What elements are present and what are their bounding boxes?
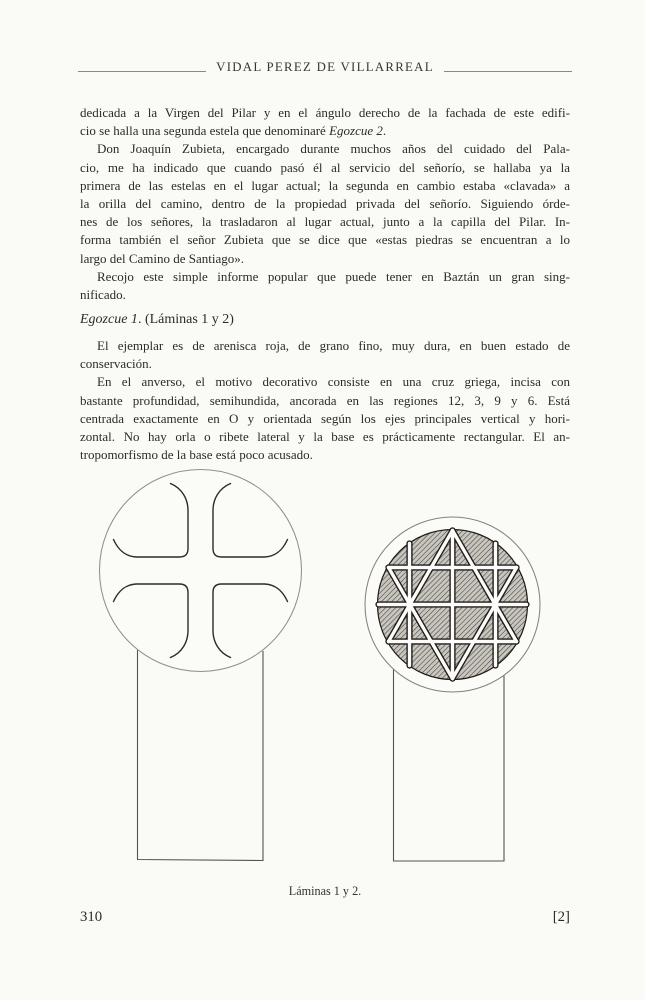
section-heading-rest: . (Láminas 1 y 2) [137, 312, 234, 327]
text-line: forma también el señor Zubieta que se dice que «estas piedras se encuentran a lo [80, 232, 570, 248]
stela-cross-drawing [100, 470, 302, 861]
running-header-title: VIDAL PEREZ DE VILLARREAL [216, 60, 434, 74]
text-line: tropomorfismo de la base está poco acusado. [80, 447, 313, 463]
stela-cross-base [138, 650, 264, 861]
text-line: conservación. [80, 356, 152, 372]
italic-term: Egozcue 2 [329, 123, 383, 139]
stela-star-drawing [365, 517, 540, 861]
section-heading-name: Egozcue 1 [80, 312, 138, 327]
text-line: Recojo este simple informe popular que puede tener en Baztán un gran sing- [97, 268, 570, 284]
text-line: cio, me ha indicado que cuando pasó él al servicio del señorío, se hallaba ya la [80, 159, 570, 175]
text-line: zontal. No hay orla o ribete lateral y la base es prácticamente rectangular. El an- [80, 428, 570, 444]
text-line: dedicada a la Virgen del Pilar y en el ángulo derecho de la fachada de este edifi- [80, 105, 570, 120]
text-line: la orilla del camino, dentro de la propiedad privada del señorío. Siguiendo órde- [80, 195, 570, 211]
text-line: centrada exactamente en O y orientada según los ejes principales vertical y hori- [80, 410, 570, 426]
text-line: nificado. [80, 286, 126, 302]
text-line: bastante profundidad, semihundida, ancorada en las regiones 12, 3, 9 y 6. Está [80, 392, 570, 408]
text-segment: cio se halla una segunda estela que denominaré [80, 123, 330, 139]
text-line: En el anverso, el motivo decorativo consiste en una cruz griega, incisa con [97, 374, 570, 390]
stela-star-base [394, 669, 505, 861]
stela-cross-disc [100, 470, 302, 672]
text-segment: . [382, 123, 387, 139]
page-number: 310 [80, 909, 103, 925]
text-line: El ejemplar es de arenisca roja, de grano fino, muy dura, en buen estado de [97, 338, 570, 353]
text-line: nes de los señores, la trasladaron al lugar actual, junto a la capilla del Pilar. In- [80, 214, 570, 230]
text-line: primera de las estelas en el lugar actual; la segunda en cambio estaba «clavada» a [80, 177, 570, 193]
text-line: largo del Camino de Santiago». [80, 250, 245, 266]
sheet-number: [2] [552, 909, 570, 925]
text-line: Don Joaquín Zubieta, encargado durante muchos años del cuidado del Pala- [97, 141, 570, 157]
figure-caption: Láminas 1 y 2. [288, 884, 362, 898]
